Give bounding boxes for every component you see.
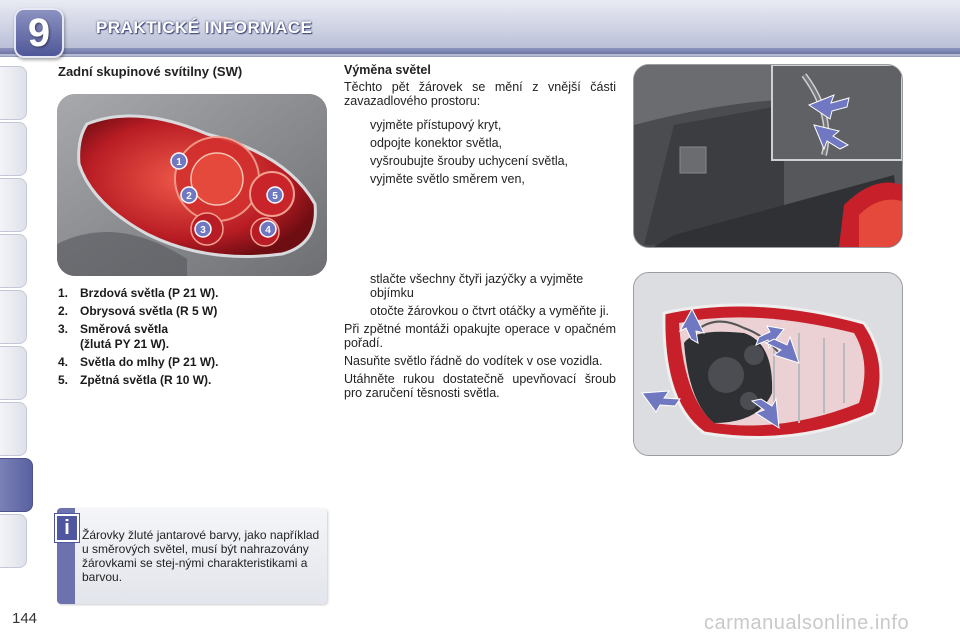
page-number: 144 (12, 610, 38, 627)
chapter-tab-5[interactable] (0, 290, 27, 344)
lamp-unit-photo (633, 272, 903, 456)
step-text: vyjměte světlo směrem ven, (370, 172, 525, 186)
bulb-description: Brzdová světla (P 21 W). (80, 286, 219, 300)
bulb-description: Obrysová světla (R 5 W) (80, 304, 218, 318)
step-text: stlačte všechny čtyři jazýčky a vyjměte objímku (370, 272, 584, 300)
chapter-tab-1[interactable] (0, 66, 27, 120)
callout-3-label: 3 (200, 225, 206, 236)
step-text: otočte žárovkou o čtvrt otáčky a vyměňte ji. (370, 304, 609, 318)
bulb-list-item (58, 373, 328, 388)
bulb-number: 2. (58, 304, 69, 318)
intro-paragraph: Těchto pět žárovek se mění z vnější části zavazadlového prostoru: (344, 80, 616, 108)
callout-5-label: 5 (272, 191, 278, 202)
watermark: carmanualsonline.info (704, 612, 910, 634)
bulb-description: Zpětná světla (R 10 W). (80, 373, 212, 387)
section-title: Zadní skupinové svítilny (SW) (58, 64, 243, 79)
step-item (344, 154, 616, 168)
chapter-tab-4[interactable] (0, 234, 27, 288)
bulb-steps (344, 272, 616, 318)
chapter-tab-2[interactable] (0, 122, 27, 176)
boot-interior-illustration (634, 65, 902, 247)
callout-2 (181, 187, 197, 203)
bulb-list-item (58, 355, 328, 370)
step-item (344, 136, 616, 150)
callout-4 (260, 221, 276, 237)
info-text: Žárovky žluté jantarové barvy, jako například u směrových světel, musí být nahrazovány žárovkami se stej-nými charakteristikami a barvou. (82, 528, 320, 584)
chapter-tabs (0, 66, 34, 576)
callout-4-label: 4 (265, 225, 271, 236)
header-stripe (0, 48, 960, 54)
chapter-tab-7[interactable] (0, 402, 27, 456)
bulb-list-item (58, 286, 328, 301)
reassembly-paragraph: Při zpětné montáži opakujte operace v opačném pořadí. (344, 322, 616, 350)
step-text: vyšroubujte šrouby uchycení světla, (370, 154, 569, 168)
bulb-number: 4. (58, 355, 69, 369)
callout-1 (171, 153, 187, 169)
replacement-instructions (344, 63, 616, 190)
lamp-unit-illustration (634, 273, 902, 455)
chapter-tab-3[interactable] (0, 178, 27, 232)
bulb-number: 3. (58, 322, 69, 336)
step-item (344, 304, 616, 318)
bulb-number: 1. (58, 286, 69, 300)
bulb-list-item (58, 304, 328, 319)
bulb-number: 5. (58, 373, 69, 387)
step-text: vyjměte přístupový kryt, (370, 118, 502, 132)
rear-lamp-illustration (57, 94, 327, 276)
info-icon: i (55, 514, 79, 542)
bulb-list (58, 286, 328, 391)
guide-paragraph: Nasuňte světlo řádně do vodítek v ose vozidla. (344, 354, 603, 368)
removal-steps (344, 118, 616, 186)
callout-3 (195, 221, 211, 237)
bulb-description: Světla do mlhy (P 21 W). (80, 355, 219, 369)
bulb-list-item (58, 322, 328, 352)
step-item (344, 172, 616, 186)
tighten-paragraph: Utáhněte rukou dostatečně upevňovací šroub pro zaručení těsnosti světla. (344, 372, 616, 400)
step-item (344, 272, 616, 300)
chapter-badge: 9 (14, 8, 64, 58)
chapter-tab-9-active[interactable] (0, 458, 33, 512)
step-text: odpojte konektor světla, (370, 136, 503, 150)
page-title: PRAKTICKÉ INFORMACE (96, 18, 313, 37)
callout-2-label: 2 (186, 191, 192, 202)
bulb-change-instructions (344, 272, 616, 404)
boot-interior-photo (633, 64, 903, 248)
bulb-description: Směrová světla (žlutá PY 21 W). (80, 322, 170, 351)
step-item (344, 118, 616, 132)
rear-lamp-figure (57, 94, 327, 276)
callout-5 (267, 187, 283, 203)
callout-1-label: 1 (176, 157, 182, 168)
subsection-title: Výměna světel (344, 63, 431, 77)
chapter-tab-10[interactable] (0, 514, 27, 568)
chapter-tab-6[interactable] (0, 346, 27, 400)
